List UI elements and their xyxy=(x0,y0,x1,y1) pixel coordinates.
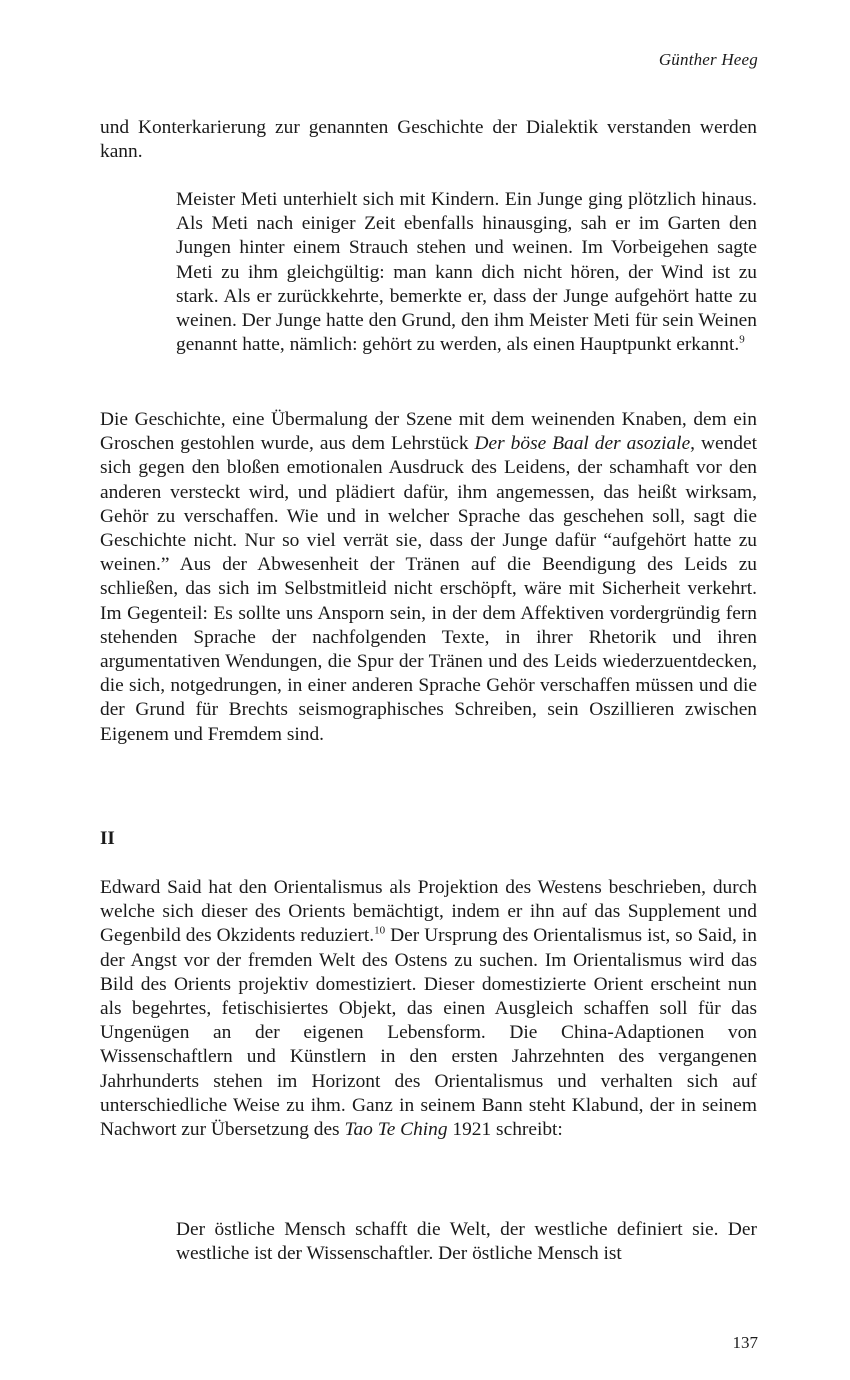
page-number: 137 xyxy=(732,1333,758,1352)
quote-text: Meister Meti unterhielt sich mit Kindern. Ein Junge ging plötzlich hinaus. Als Meti nach einiger Zeit ebenfalls hinausging, sah er im Garten den Jungen hinter einem Strauch stehen und weinen. Im Vorbeigehen sagte Meti zu ihm gleichgültig: man kann dich nicht hören, der Wind ist zu stark. Als er zurückkehrte, bemerkte er, dass der Junge aufgehört hatte zu weinen. Der Junge hatte den Grund, den ihm Meister Meti für sein Weinen genannt hatte, nämlich: gehört zu werden, als einen Hauptpunkt erkannt. xyxy=(176,189,757,356)
text-run: 1921 schreibt: xyxy=(447,1119,563,1141)
running-head: Günther Heeg xyxy=(658,50,758,69)
work-title: Der böse Baal der asoziale xyxy=(474,433,691,455)
footnote-ref: 9 xyxy=(739,333,745,346)
section-heading: II xyxy=(100,828,115,849)
paragraph-said xyxy=(100,876,757,1142)
block-quote-klabund xyxy=(176,1218,757,1266)
text-run: Die Geschichte, eine Übermalung der Szene mit dem weinenden Knaben, dem ein Groschen gestohlen wurde, aus dem Lehrstück xyxy=(100,409,757,455)
paragraph-continued xyxy=(100,116,757,164)
text-run: Edward Said hat den Orientalismus als Projektion des Westens beschrieben, durch welche sich dieser des Orients bemächtigt, indem er ihn auf das Supplement und Gegenbild des Okzidents reduziert. xyxy=(100,877,757,947)
quote-paragraph xyxy=(176,188,757,357)
text-run: Der Ursprung des Orientalismus ist, so Said, in der Angst vor der fremden Welt des Ostens zu suchen. Im Orientalismus wird das Bild des Orients projektiv domestiziert. Dieser domestizierte Orient erscheint nun als begehrtes, fetischisiertes Objekt, das einen Ausgleich schaffen soll für das Ungenügen an der eigenen Lebensform. Die China-Adaptionen von Wissenschaftlern und Künstlern in den ersten Jahrzehnten des vergangenen Jahrhunderts stehen im Horizont des Orientalismus und verhalten sich auf unterschiedliche Weise zu ihm. Ganz in seinem Bann steht Klabund, der in seinem Nachwort zur Übersetzung des xyxy=(100,925,757,1141)
footnote-ref: 10 xyxy=(374,924,386,937)
text-run: , wendet sich gegen den bloßen emotionalen Ausdruck des Leidens, der schamhaft vor den anderen versteckt wird, und plädiert dafür, ihm angemessen, das heißt wirksam, Gehör zu verschaffen. Wie und in welcher Sprache das geschehen soll, sagt die Geschichte nicht. Nur so viel verrät sie, dass der Junge dafür “aufgehört hatte zu weinen.” Aus der Abwesenheit der Tränen auf die Beendigung des Leids zu schließen, das sich im Selbstmitleid nicht erschöpft, wäre mit Sicherheit verkehrt. Im Gegenteil: Es sollte uns Ansporn sein, in der dem Affektiven vordergründig fern stehenden Sprache der nachfolgenden Texte, in ihrer Rhetorik und ihren argumentativen Wendungen, die Spur der Tränen und des Leids wiederzuentdecken, die sich, notgedrungen, in einer anderen Sprache Gehör verschaffen müssen und die der Grund für Brechts seismographisches Schreiben, sein Oszillieren zwischen Eigenem und Fremdem sind. xyxy=(100,433,757,745)
paragraph-geschichte xyxy=(100,408,757,747)
work-title: Tao Te Ching xyxy=(344,1119,448,1141)
paragraph-text xyxy=(100,876,757,1142)
block-quote-meti xyxy=(176,188,757,357)
paragraph-text xyxy=(100,408,757,747)
paragraph-text: und Konterkarierung zur genannten Geschichte der Dialektik verstanden werden kann. xyxy=(100,117,757,163)
quote-text: Der östliche Mensch schafft die Welt, der westliche definiert sie. Der westliche ist der Wissenschaftler. Der östliche Mensch ist xyxy=(176,1219,757,1265)
